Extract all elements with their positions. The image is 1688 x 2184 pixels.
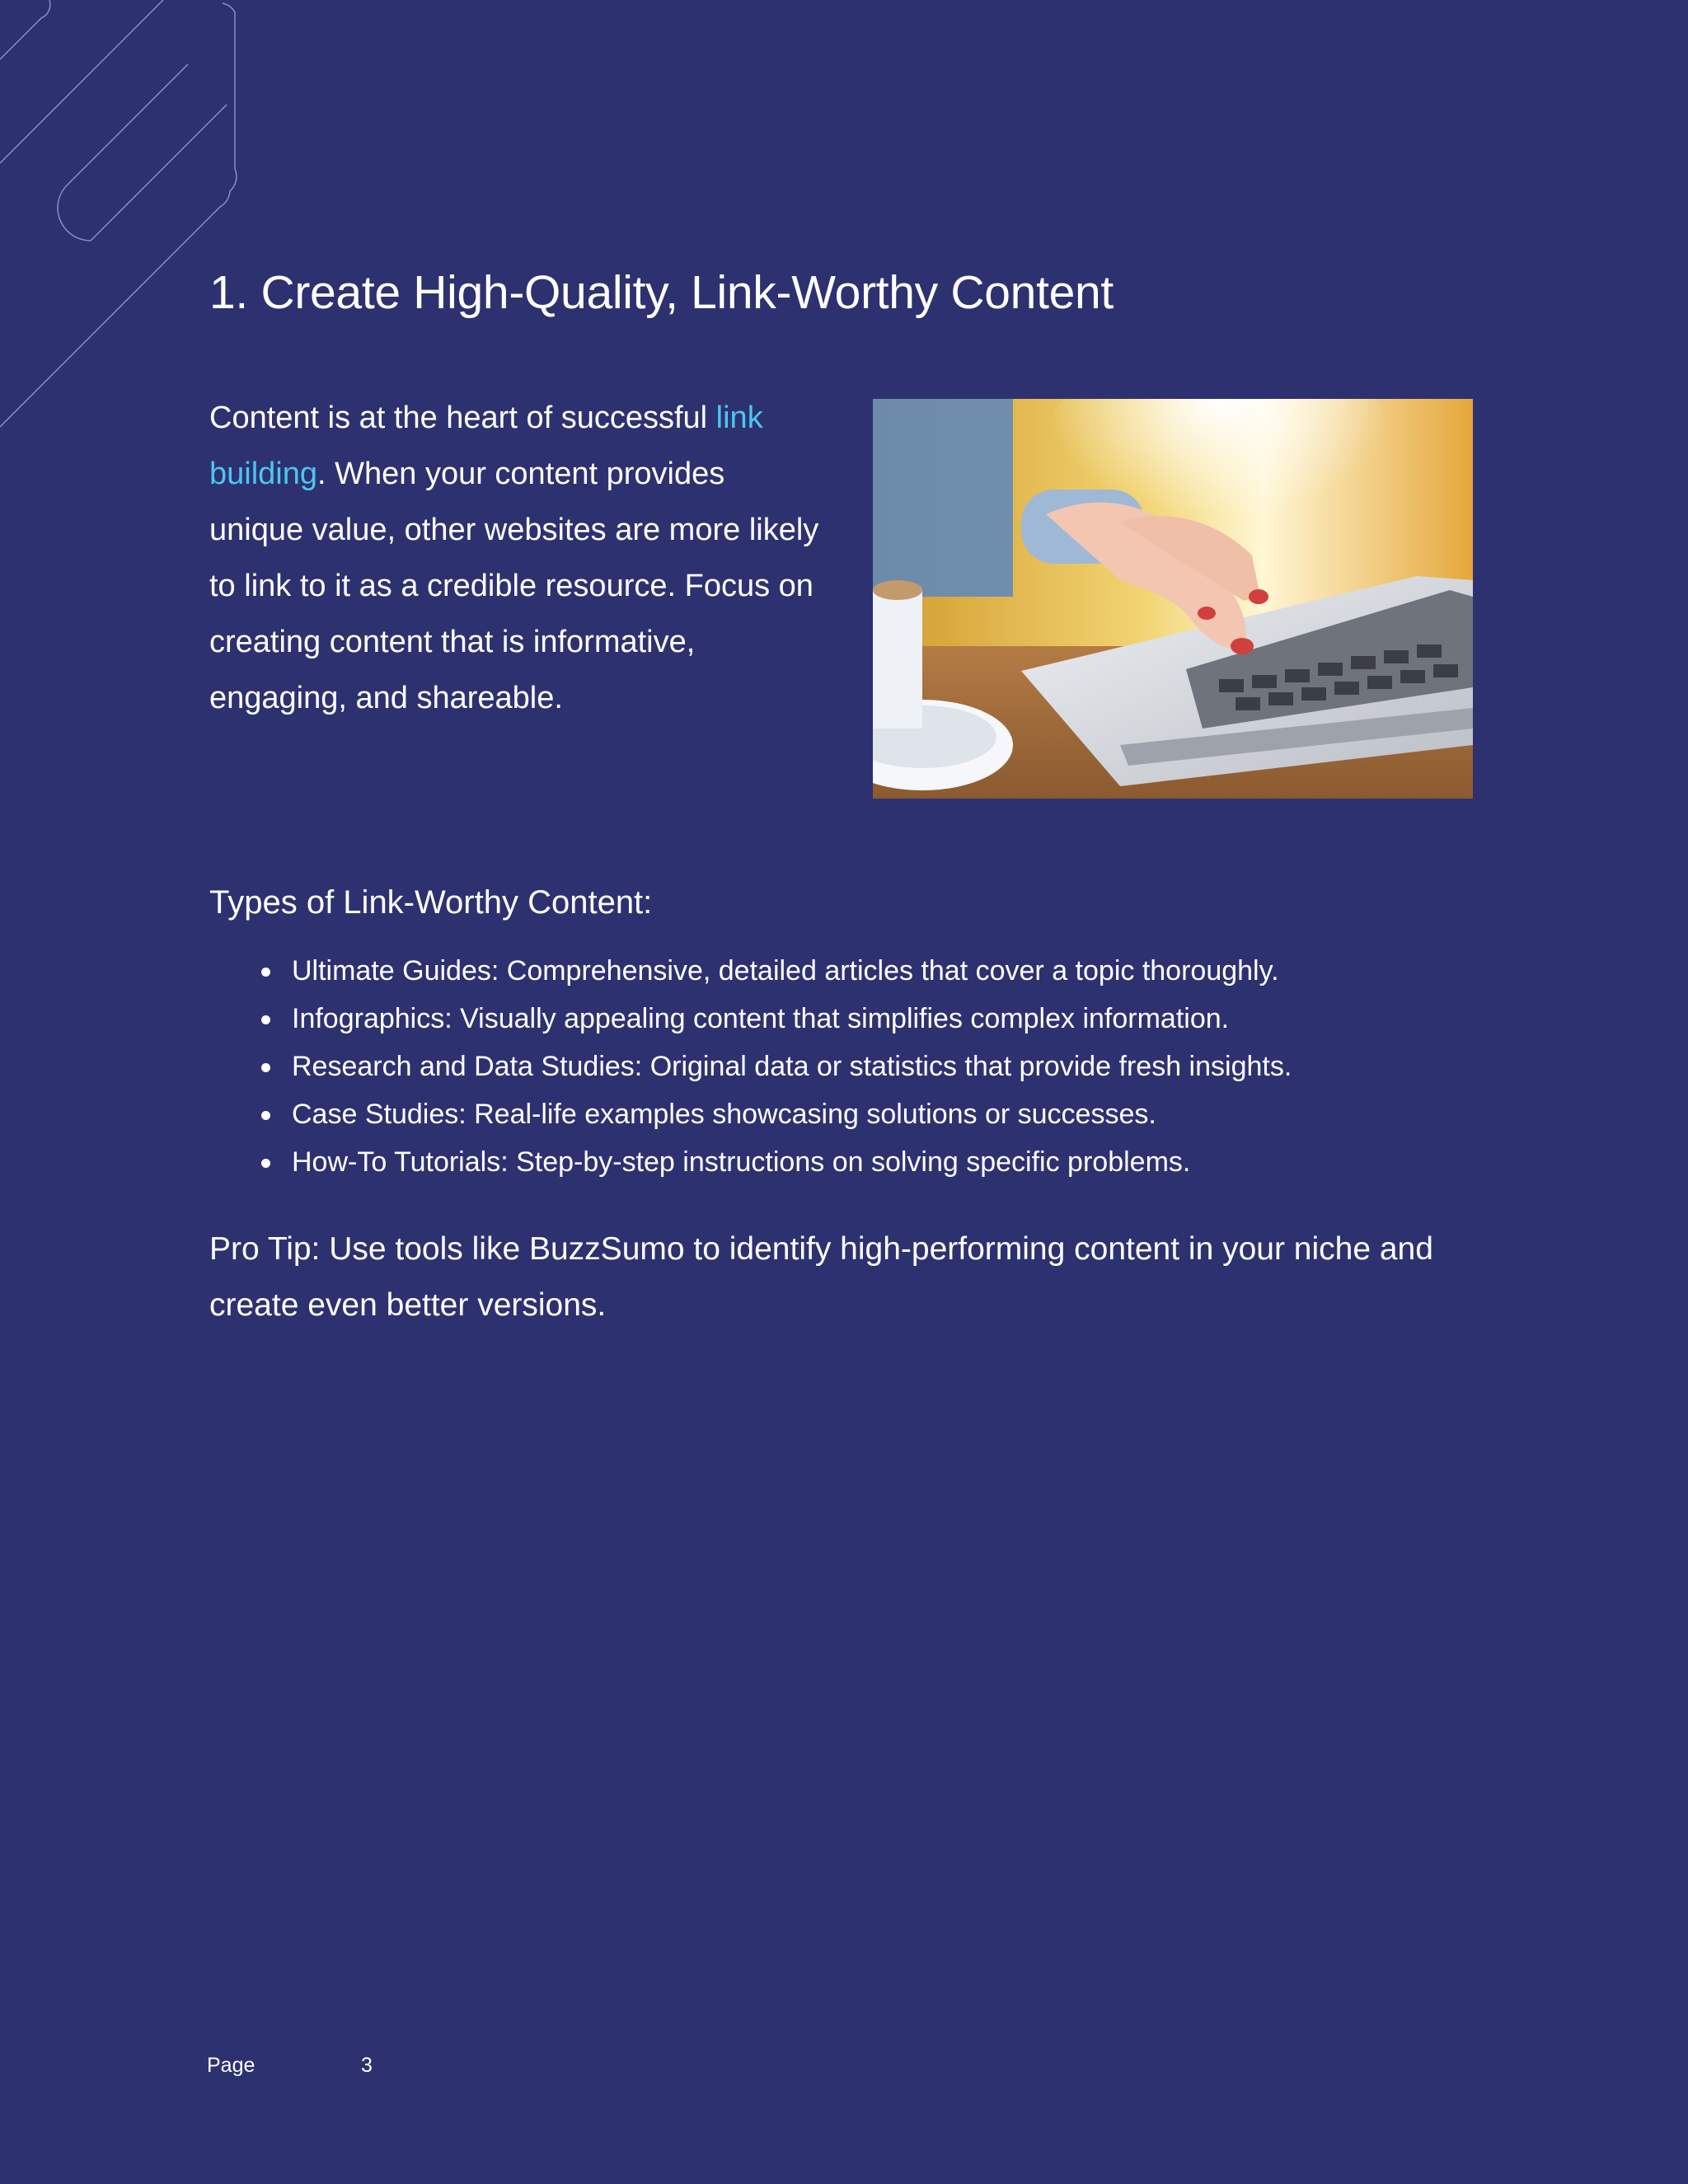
footer-page-label: Page <box>207 2054 256 2077</box>
list-item: How-To Tutorials: Step-by-step instructions on solving specific problems. <box>292 1138 1292 1186</box>
laptop-typing-photo <box>873 399 1473 799</box>
intro-text-start: Content is at the heart of successful <box>209 401 716 435</box>
intro-paragraph <box>209 390 819 726</box>
list-item: Case Studies: Real-life examples showcasing solutions or successes. <box>292 1090 1292 1138</box>
list-item: Ultimate Guides: Comprehensive, detailed articles that cover a topic thoroughly. <box>292 947 1292 995</box>
decorative-lines <box>0 0 247 445</box>
intro-text-end: . When your content provides unique value, other websites are more likely to link to it as a credible resource. Focus on creating content that is informative, engaging, and shareable. <box>209 457 819 715</box>
list-item: Research and Data Studies: Original data or statistics that provide fresh insights. <box>292 1043 1292 1090</box>
link-building-link[interactable]: link building <box>209 401 763 491</box>
types-heading: Types of Link-Worthy Content: <box>209 884 653 921</box>
types-list <box>209 947 1292 1186</box>
list-item: Infographics: Visually appealing content that simplifies complex information. <box>292 995 1292 1043</box>
page-title: 1. Create High-Quality, Link-Worthy Content <box>209 266 1114 319</box>
pro-tip-paragraph: Pro Tip: Use tools like BuzzSumo to identify high-performing content in your niche and create even better versions. <box>209 1231 1433 1323</box>
footer-page-number: 3 <box>361 2054 373 2077</box>
